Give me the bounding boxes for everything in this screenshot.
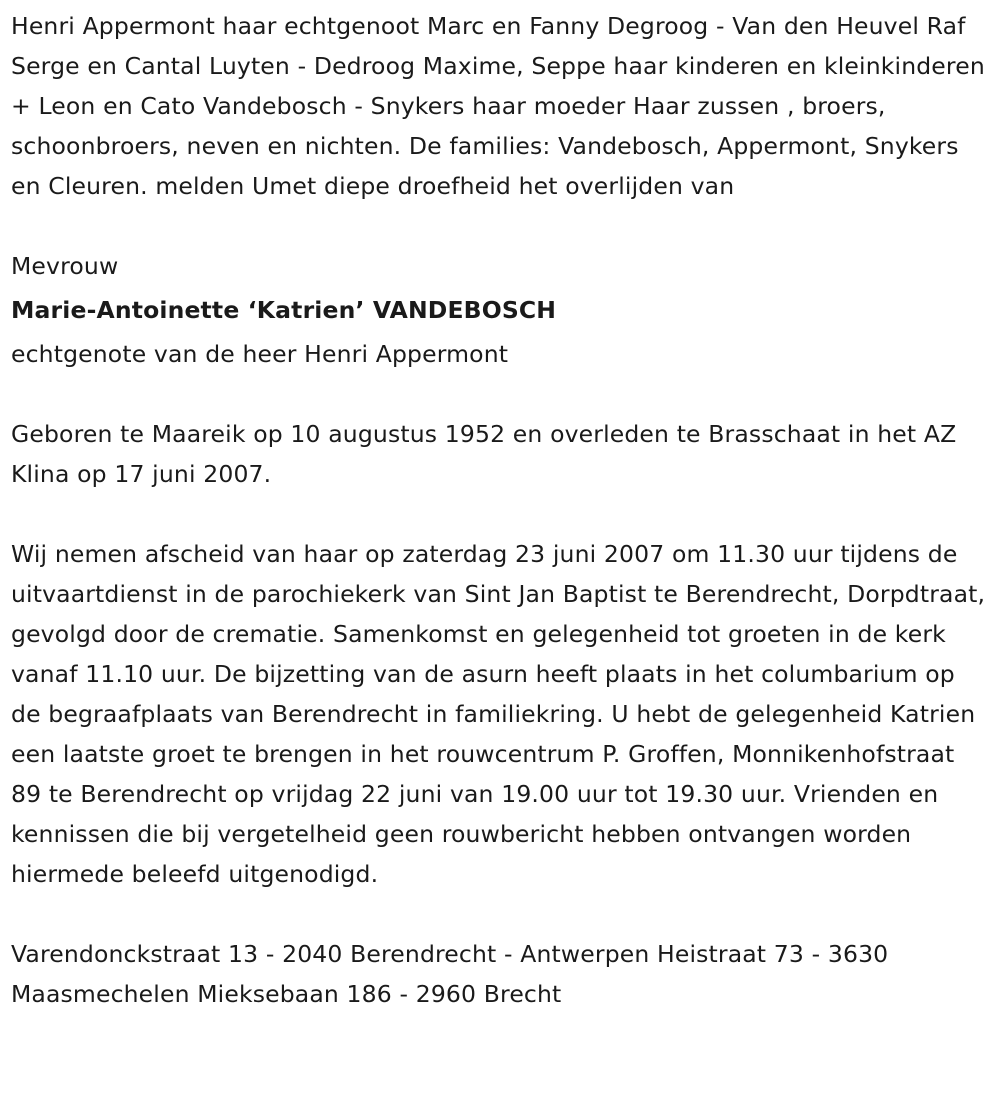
spacer: [11, 494, 990, 534]
spacer: [11, 894, 990, 934]
deceased-name: Marie-Antoinette ‘Katrien’ VANDEBOSCH: [11, 296, 557, 324]
ceremony-paragraph: Wij nemen afscheid van haar op zaterdag 23 juni 2007 om 11.30 uur tijdens de uitvaartdienst in de parochiekerk van Sint Jan Baptist te Berendrecht, Dorpdtraat, gevolgd door de crematie. Samenkomst en gelegenheid tot groeten in de kerk vanaf 11.10 uur. De bijzetting van de asurn heeft plaats in het columbarium op de begraafplaats van Berendrecht in familiekring. U hebt de gelegenheid Katrien een laatste groet te brengen in het rouwcentrum P. Groffen, Monnikenhofstraat 89 te Berendrecht op vrijdag 22 juni van 19.00 uur tot 19.30 uur. Vrienden en kennissen die bij vergetelheid geen rouwbericht hebben ontvangen worden hiermede beleefd uitgenodigd.: [11, 540, 986, 888]
salutation: Mevrouw: [11, 252, 119, 280]
obituary-document: [11, 6, 990, 1014]
spacer: [11, 374, 990, 414]
birth-death-paragraph: Geboren te Maareik op 10 augustus 1952 en overleden te Brasschaat in het AZ Klina op 17 juni 2007.: [11, 420, 957, 488]
spouse-line: echtgenote van de heer Henri Appermont: [11, 340, 509, 368]
spacer: [11, 206, 990, 246]
addresses-paragraph: Varendonckstraat 13 - 2040 Berendrecht - Antwerpen Heistraat 73 - 3630 Maasmechelen Mieksebaan 186 - 2960 Brecht: [11, 940, 889, 1008]
intro-paragraph: Henri Appermont haar echtgenoot Marc en Fanny Degroog - Van den Heuvel Raf Serge en Cantal Luyten - Dedroog Maxime, Seppe haar kinderen en kleinkinderen + Leon en Cato Vandebosch - Snykers haar moeder Haar zussen , broers, schoonbroers, neven en nichten. De families: Vandebosch, Appermont, Snykers en Cleuren. melden Umet diepe droefheid het overlijden van: [11, 12, 985, 200]
